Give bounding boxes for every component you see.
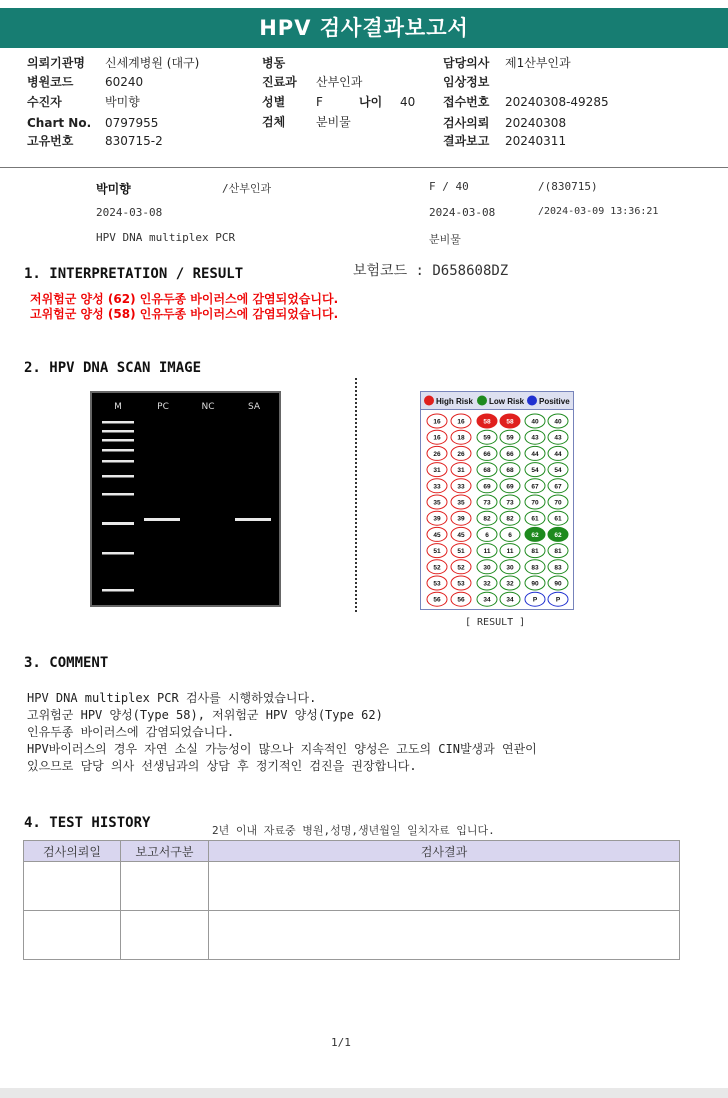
section-comment: 3. COMMENT xyxy=(24,655,109,671)
chip-probe-label: 40 xyxy=(554,418,562,426)
chip-probe-label: 51 xyxy=(457,548,465,556)
comment-line: HPV DNA multiplex PCR 검사를 시행하였습니다. xyxy=(27,691,317,705)
chip-probe-label: 83 xyxy=(554,564,562,572)
header-value: 20240311 xyxy=(505,134,567,148)
chip-probe-label: 16 xyxy=(433,418,441,426)
header-value: 신세계병원 (대구) xyxy=(105,56,200,70)
sa-band xyxy=(235,518,271,521)
comment-body xyxy=(27,690,537,775)
chip-probe-label: 62 xyxy=(531,531,539,539)
table-header-row xyxy=(24,841,680,862)
chip-caption: [ RESULT ] xyxy=(465,617,526,628)
header-label: 병동 xyxy=(262,56,286,70)
header-label: 결과보고 xyxy=(443,134,490,148)
chip-probe-label: 59 xyxy=(506,434,514,442)
header-label: 수진자 xyxy=(27,95,62,109)
chip-probe-label: 31 xyxy=(457,467,465,475)
legend-low-risk: Low Risk xyxy=(489,397,525,406)
age-field xyxy=(359,93,415,112)
chip-probe-label: P xyxy=(532,596,538,604)
chip-probe-label: 61 xyxy=(554,515,562,523)
chip-probe-label: 67 xyxy=(531,483,539,491)
age-label: 나이 xyxy=(359,95,383,109)
header-label: 임상정보 xyxy=(443,75,490,89)
chip-probe-label: 62 xyxy=(554,531,562,539)
chip-probe-label: 39 xyxy=(433,515,441,523)
chip-probe-label: 30 xyxy=(483,564,491,572)
positive-legend-dot xyxy=(527,396,537,406)
chip-probe-label: 52 xyxy=(433,564,441,572)
chip-probe-label: 70 xyxy=(554,499,562,507)
chip-probe-label: 90 xyxy=(554,580,562,588)
chip-probe-label: 66 xyxy=(506,450,514,458)
top-bar xyxy=(0,0,728,8)
comment-line: HPV바이러스의 경우 자연 소실 가능성이 많으나 지속적인 양성은 고도의 CIN발생과 연관이 xyxy=(27,742,537,756)
header-value: 산부인과 xyxy=(316,75,363,89)
table-row xyxy=(24,911,680,960)
header-label: 담당의사 xyxy=(443,56,490,70)
comment-line: 있으므로 담당 의사 선생님과의 상담 후 정기적인 검진을 권장합니다. xyxy=(27,759,417,773)
header-field xyxy=(262,73,362,92)
test-history-table xyxy=(23,840,680,960)
chip-probe-label: 82 xyxy=(506,515,514,523)
comment-line: 인유두종 바이러스에 감염되었습니다. xyxy=(27,725,235,739)
chip-probe-label: 81 xyxy=(531,548,539,556)
patient-dept: /산부인과 xyxy=(222,182,272,195)
chip-probe-label: 18 xyxy=(457,434,465,442)
chip-probe-label: 68 xyxy=(506,467,514,475)
header-label: 고유번호 xyxy=(27,134,74,148)
header-value: F xyxy=(316,95,323,109)
chip-probe-label: 33 xyxy=(433,483,441,491)
chip-probe-label: 69 xyxy=(483,483,491,491)
lane-label-sa: SA xyxy=(247,402,261,412)
patient-name: 박미향 xyxy=(96,182,131,196)
header-value: 제1산부인과 xyxy=(505,56,571,70)
chip-probe-label: 56 xyxy=(457,596,465,604)
request-date: 2024-03-08 xyxy=(96,206,163,219)
chip-probe-label: 90 xyxy=(531,580,539,588)
report-title: HPV 검사결과보고서 xyxy=(0,8,728,48)
chip-probe-label: 69 xyxy=(506,483,514,491)
chip-probe-label: 6 xyxy=(508,531,512,539)
chip-probe-label: 73 xyxy=(506,499,514,507)
chip-probe-label: 26 xyxy=(433,450,441,458)
header-field xyxy=(443,93,609,112)
marker-ladder xyxy=(102,421,134,592)
header-label: 병원코드 xyxy=(27,75,74,89)
header-label: 진료과 xyxy=(262,75,297,89)
lane-label-nc: NC xyxy=(201,402,215,412)
header-field xyxy=(443,54,571,73)
header-label: 검사의뢰 xyxy=(443,116,490,130)
col-test-result: 검사결과 xyxy=(209,841,680,862)
result-line-2: 고위험군 양성 (58) 인유두종 바이러스에 감염되었습니다. xyxy=(30,307,339,321)
header-field xyxy=(27,93,140,112)
header-value: 0797955 xyxy=(105,116,159,130)
chip-probe-label: 30 xyxy=(506,564,514,572)
chip-probe-label: 43 xyxy=(531,434,539,442)
col-request-date: 검사의뢰일 xyxy=(24,841,121,862)
chip-probe-label: 66 xyxy=(483,450,491,458)
chip-probe-label: 83 xyxy=(531,564,539,572)
chip-probe-label: 58 xyxy=(506,418,514,426)
chip-probe-label: 59 xyxy=(483,434,491,442)
chip-probe-label: 35 xyxy=(433,499,441,507)
chip-probe-label: 56 xyxy=(433,596,441,604)
section-interpretation: 1. INTERPRETATION / RESULT xyxy=(24,266,244,282)
gel-electrophoresis-image xyxy=(90,391,281,607)
bottom-bar xyxy=(0,1088,728,1098)
chip-probe-label: 44 xyxy=(531,450,539,458)
header-label: Chart No. xyxy=(27,116,92,130)
page-number: 1/1 xyxy=(331,1036,351,1049)
col-report-type: 보고서구분 xyxy=(121,841,209,862)
header-separator xyxy=(0,167,728,168)
hpv-chip-result xyxy=(420,391,574,611)
chip-probe-label: 39 xyxy=(457,515,465,523)
high-risk-legend-dot xyxy=(424,396,434,406)
chip-probe-label: 61 xyxy=(531,515,539,523)
chip-probe-label: 82 xyxy=(483,515,491,523)
legend-positive: Positive xyxy=(539,397,570,406)
report-datetime: /2024-03-09 13:36:21 xyxy=(538,206,659,217)
header-value: 20240308 xyxy=(505,116,567,130)
chip-probe-label: 53 xyxy=(457,580,465,588)
chip-probe-label: 68 xyxy=(483,467,491,475)
header-label: 검체 xyxy=(262,115,286,129)
chip-probe-label: 11 xyxy=(483,548,491,556)
header-field xyxy=(27,114,158,133)
header-label: 접수번호 xyxy=(443,95,490,109)
result-line-1: 저위험군 양성 (62) 인유두종 바이러스에 감염되었습니다. xyxy=(30,292,339,306)
chip-probe-label: 34 xyxy=(506,596,514,604)
pc-band xyxy=(144,518,180,521)
chip-probe-label: 58 xyxy=(483,418,491,426)
age-value: 40 xyxy=(400,95,416,109)
header-value: 박미향 xyxy=(105,95,140,109)
gel-svg xyxy=(92,393,279,605)
chip-probe-label: 45 xyxy=(457,531,465,539)
header-field xyxy=(262,93,323,112)
header-field xyxy=(27,73,143,92)
header-field xyxy=(443,114,566,133)
test-name: HPV DNA multiplex PCR xyxy=(96,231,236,244)
header-value: 20240308-49285 xyxy=(505,95,609,109)
chip-probe-label: 32 xyxy=(483,580,491,588)
chip-probe-label: P xyxy=(555,596,561,604)
chip-probe-label: 16 xyxy=(433,434,441,442)
header-label: 의뢰기관명 xyxy=(27,56,85,70)
specimen: 분비물 xyxy=(429,233,461,246)
chip-probe-label: 67 xyxy=(554,483,562,491)
chip-probe-label: 44 xyxy=(554,450,562,458)
chip-probe-label: 43 xyxy=(554,434,562,442)
chip-probe-label: 6 xyxy=(485,531,489,539)
chip-probe-label: 11 xyxy=(506,548,514,556)
chip-probe-label: 81 xyxy=(554,548,562,556)
comment-line: 고위험군 HPV 양성(Type 58), 저위험군 HPV 양성(Type 62) xyxy=(27,708,383,722)
header-value: 830715-2 xyxy=(105,134,163,148)
chip-probe-label: 52 xyxy=(457,564,465,572)
chip-probe-label: 45 xyxy=(433,531,441,539)
header-field xyxy=(443,132,566,151)
insurance-code: 보험코드 : D658608DZ xyxy=(353,263,509,279)
chip-probe-label: 53 xyxy=(433,580,441,588)
chip-probe-label: 40 xyxy=(531,418,539,426)
chip-probe-label: 32 xyxy=(506,580,514,588)
chip-probe-label: 26 xyxy=(457,450,465,458)
low-risk-legend-dot xyxy=(477,396,487,406)
chip-probe-label: 33 xyxy=(457,483,465,491)
chip-probe-label: 54 xyxy=(531,467,539,475)
section-test-history: 4. TEST HISTORY xyxy=(24,815,151,831)
header-label: 성별 xyxy=(262,95,286,109)
header-field xyxy=(262,54,316,73)
table-row xyxy=(24,862,680,911)
chip-probe-label: 70 xyxy=(531,499,539,507)
header-value: 분비물 xyxy=(316,115,351,129)
image-divider xyxy=(355,378,357,612)
lane-label-m: M xyxy=(114,402,122,412)
lane-label-pc: PC xyxy=(157,402,169,412)
header-field xyxy=(262,113,351,132)
chip-probe-label: 31 xyxy=(433,467,441,475)
patient-sex-age: F / 40 xyxy=(429,180,469,193)
receipt-date: 2024-03-08 xyxy=(429,206,496,219)
chip-probe-label: 73 xyxy=(483,499,491,507)
header-field xyxy=(443,73,505,92)
section-scan-image: 2. HPV DNA SCAN IMAGE xyxy=(24,360,202,376)
header-value: 60240 xyxy=(105,75,144,89)
chip-probe-label: 16 xyxy=(457,418,465,426)
patient-id: /(830715) xyxy=(538,180,598,193)
header-field xyxy=(27,132,163,151)
chip-probe-label: 34 xyxy=(483,596,491,604)
legend-high-risk: High Risk xyxy=(436,397,473,406)
chip-probe-label: 54 xyxy=(554,467,562,475)
chip-probe-label: 35 xyxy=(457,499,465,507)
chip-probe-label: 51 xyxy=(433,548,441,556)
history-note: 2년 이내 자료중 병원,성명,생년월일 일치자료 입니다. xyxy=(212,824,495,837)
header-field xyxy=(27,54,199,73)
